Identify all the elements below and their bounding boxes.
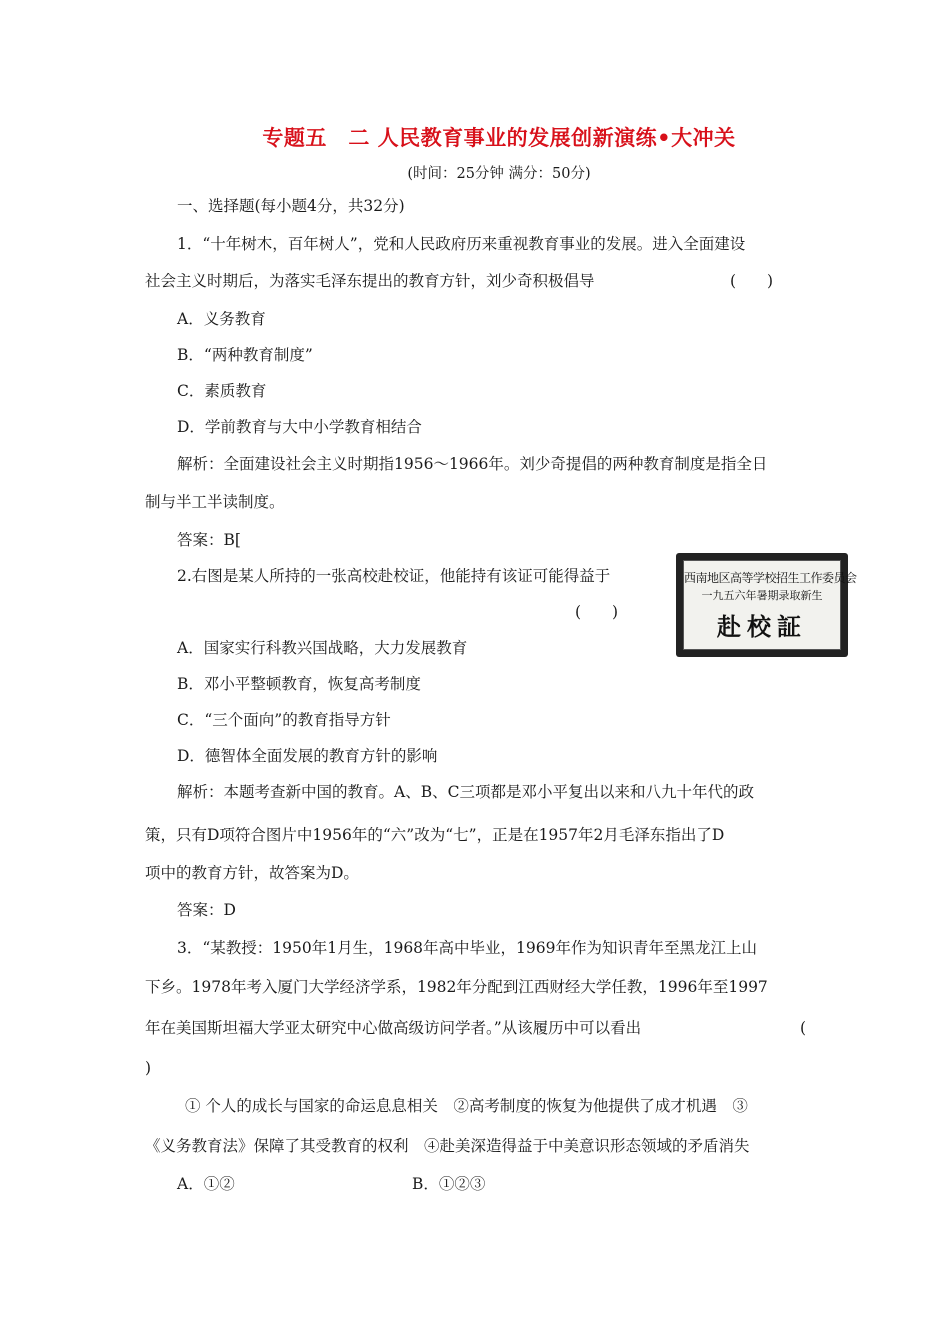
q3-option-a: A．①②	[177, 1175, 235, 1193]
q3-items-line2: 《义务教育法》保障了其受教育的权利 ④赴美深造得益于中美意识形态领域的矛盾消失	[145, 1137, 750, 1155]
q3-answer-blank-open: (	[800, 1019, 807, 1037]
q3-option-b: B．①②③	[412, 1175, 486, 1193]
q1-analysis-line1: 解析：全面建设社会主义时期指1956～1966年。刘少奇提倡的两种教育制度是指全日	[177, 455, 768, 473]
q3-items-line1: ① 个人的成长与国家的命运息息相关 ②高考制度的恢复为他提供了成才机遇 ③	[185, 1097, 748, 1115]
certificate-issuer-text: 西南地区高等学校招生工作委员会	[684, 571, 857, 585]
q2-answer-blank: ( )	[575, 603, 619, 621]
certificate-year-text: 一九五六年暑期录取新生	[701, 589, 823, 602]
page-title: 专题五 二 人民教育事业的发展创新演练•大冲关	[262, 126, 736, 150]
school-admission-certificate-image	[676, 553, 857, 657]
q1-stem-line2: 社会主义时期后，为落实毛泽东提出的教育方针，刘少奇积极倡导	[145, 272, 595, 290]
q1-stem-line1: 1．“十年树木，百年树人”，党和人民政府历来重视教育事业的发展。进入全面建设	[177, 235, 746, 253]
exam-time-info: (时间：25分钟 满分：50分)	[407, 166, 591, 182]
q1-answer: 答案：B[	[177, 531, 241, 549]
q2-answer: 答案：D	[177, 901, 236, 919]
q3-stem-line2: 下乡。1978年考入厦门大学经济学系，1982年分配到江西财经大学任教，1996年至1997	[145, 978, 768, 996]
q1-answer-blank: ( )	[730, 272, 774, 290]
q2-option-d: D．德智体全面发展的教育方针的影响	[177, 747, 438, 765]
q3-stem-line3: 年在美国斯坦福大学亚太研究中心做高级访问学者。”从该履历中可以看出	[145, 1019, 642, 1037]
q2-option-c: C．“三个面向”的教育指导方针	[177, 711, 391, 729]
q1-option-d: D．学前教育与大中小学教育相结合	[177, 418, 422, 436]
q1-analysis-line2: 制与半工半读制度。	[145, 493, 285, 511]
q2-stem: 2.右图是某人所持的一张高校赴校证，他能持有该证可能得益于	[177, 567, 611, 585]
q1-option-b: B．“两种教育制度”	[177, 346, 313, 364]
certificate-title-text: 赴校証	[717, 613, 807, 641]
q1-option-c: C．素质教育	[177, 382, 267, 400]
q2-analysis-line1: 解析：本题考查新中国的教育。A、B、C三项都是邓小平复出以来和八九十年代的政	[177, 783, 754, 801]
q2-option-b: B．邓小平整顿教育，恢复高考制度	[177, 675, 421, 693]
q1-option-a: A．义务教育	[177, 310, 266, 328]
q2-analysis-line3: 项中的教育方针，故答案为D。	[145, 864, 359, 882]
section-heading: 一、选择题(每小题4分，共32分)	[177, 197, 405, 215]
q2-option-a: A．国家实行科教兴国战略，大力发展教育	[177, 639, 468, 657]
q3-stem-line1: 3．“某教授：1950年1月生，1968年高中毕业，1969年作为知识青年至黑龙江上山	[177, 939, 757, 957]
q3-answer-blank-close: )	[145, 1059, 152, 1077]
q2-analysis-line2: 策，只有D项符合图片中1956年的“六”改为“七”，正是在1957年2月毛泽东指出了D	[145, 826, 725, 844]
